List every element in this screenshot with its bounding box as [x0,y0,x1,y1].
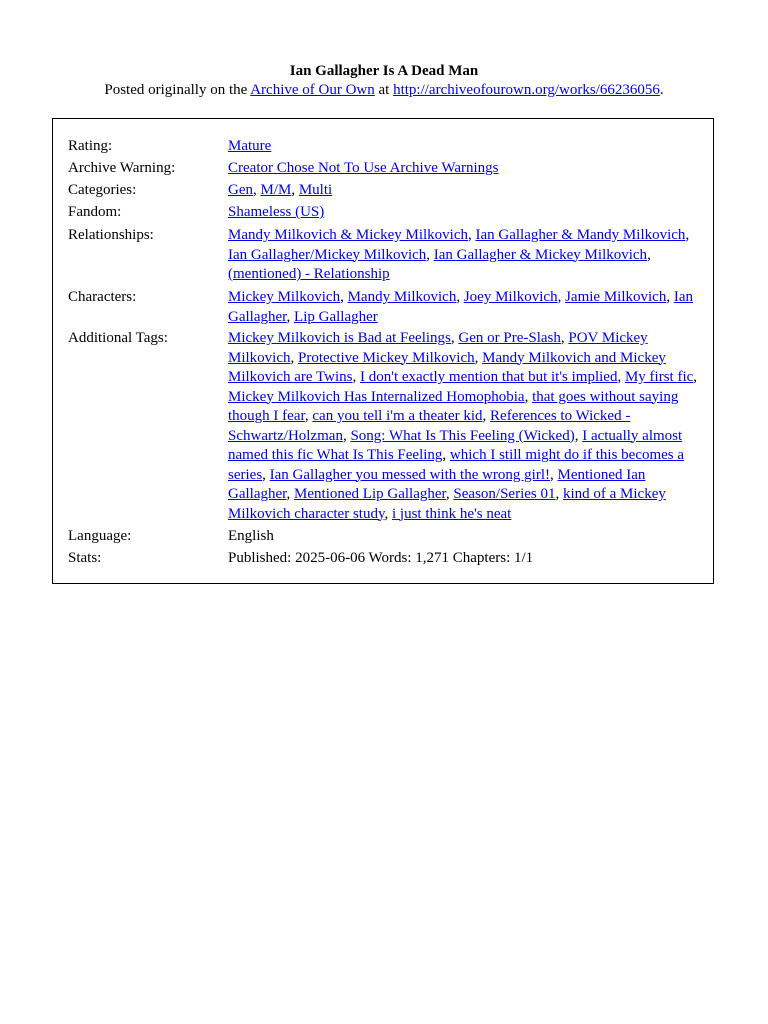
tag-link[interactable]: Shameless (US) [228,204,325,220]
tag-link[interactable]: Ian Gallagher & Mickey Milkovich [433,246,648,263]
fandom-label: Fandom: [68,204,122,220]
characters-label: Characters: [68,289,137,305]
tag-link[interactable]: Mickey Milkovich [228,289,341,305]
posted-prefix: Posted originally on the [104,82,251,98]
tag-link[interactable]: Ian Gallagher you messed with the wrong girl! [269,466,550,483]
tag-link[interactable]: Jamie Milkovich [565,289,667,305]
additional-tags-value: Mickey Milkovich is Bad at Feelings, Gen or Pre-Slash, POV Mickey Milkovich, Protective Mickey Milkovich, Mandy Milkovich and Mickey Milkovich are Twins, I don't exactly mention that but it's implied, My first fic, Mickey Milkovich Has Internalized Homophobia, that goes without saying though I fear, can you tell i'm a theater kid, References to Wicked - Schwartz/Holzman, Song: What Is This Feeling (Wicked), I actually almost named this fic What Is This Feeling, which I still might do if this becomes a series, Ian Gallagher you messed with the wrong girl!, Mentioned Ian Gallagher, Mentioned Lip Gallagher, Season/Series 01, kind of a Mickey Milkovich character study, i just think he's neat [228,330,698,522]
tag-link[interactable]: Multi [298,182,333,198]
tag-link[interactable]: My first fic [624,369,694,385]
tag-link[interactable]: Ian Gallagher & Mandy Milkovich [475,227,686,243]
tag-link[interactable]: I actually almost named this fic What Is This Feeling [228,427,683,463]
tag-link[interactable]: I don't exactly mention that but it's implied [360,369,618,385]
tag-link[interactable]: Mandy Milkovich & Mickey Milkovich [228,227,468,243]
tag-link[interactable]: (mentioned) - Relationship [228,266,390,282]
tag-link[interactable]: Gen or Pre-Slash [458,330,561,346]
fandom-value [228,203,700,223]
tag-link[interactable]: Mickey Milkovich Has Internalized Homophobia [228,388,525,405]
language-label: Language: [68,528,132,544]
tag-link[interactable]: Creator Chose Not To Use Archive Warnings [228,160,499,176]
work-title: Ian Gallagher Is A Dead Man [289,63,479,79]
work-url-link[interactable]: http://archiveofourown.org/works/66236056 [393,82,660,98]
tag-link[interactable]: can you tell i'm a theater kid [312,408,483,424]
categories-value: Gen, M/M, Multi [228,182,333,198]
tag-link[interactable]: that goes without saying though I fear [228,388,679,424]
tag-link[interactable]: Mandy Milkovich and Mickey Milkovich are Twins [228,349,666,385]
warning-value [228,159,700,179]
tag-link[interactable]: Mickey Milkovich is Bad at Feelings [228,330,451,346]
tag-link[interactable]: POV Mickey Milkovich [228,330,648,366]
tag-link[interactable]: Mentioned Ian Gallagher [228,466,646,502]
categories-label: Categories: [68,182,137,198]
tag-link[interactable]: Season/Series 01 [453,486,556,502]
stats-label: Stats: [68,550,102,566]
tag-link[interactable]: Lip Gallagher [294,308,378,325]
tag-link[interactable]: Ian Gallagher [228,289,693,325]
rating-value [228,137,700,157]
posted-line [0,81,768,100]
rating-label: Rating: [68,138,113,154]
tag-link[interactable]: kind of a Mickey Milkovich character study [228,486,666,522]
characters-value: Mickey Milkovich, Mandy Milkovich, Joey Milkovich, Jamie Milkovich, Ian Gallagher, Lip Gallagher [228,289,693,325]
archive-link[interactable]: Archive of Our Own [250,82,375,98]
tag-link[interactable]: Gen [228,182,253,198]
additional-tags-label: Additional Tags: [68,330,168,346]
tag-link[interactable]: Ian Gallagher/Mickey Milkovich [228,246,427,263]
language-value: English [228,528,274,544]
at-text: at [374,82,394,98]
tag-link[interactable]: i just think he's neat [391,505,512,522]
tag-link[interactable]: M/M [260,182,292,198]
tag-link[interactable]: which I still might do if this becomes a series [228,447,685,483]
relationships-value: Mandy Milkovich & Mickey Milkovich, Ian Gallagher & Mandy Milkovich, Ian Gallagher/Mickey Milkovich, Ian Gallagher & Mickey Milkovich, (mentioned) - Relationship [228,227,690,282]
stats-value: Published: 2025-06-06 Words: 1,271 Chapters: 1/1 [228,550,534,566]
tag-link[interactable]: Mentioned Lip Gallagher [294,486,446,502]
period: . [659,82,664,98]
relationships-label: Relationships: [68,227,154,243]
warning-label: Archive Warning: [68,160,176,176]
tag-link[interactable]: Mandy Milkovich [347,289,457,305]
tag-link[interactable]: Joey Milkovich [463,289,558,305]
tag-link[interactable]: References to Wicked - Schwartz/Holzman [228,408,631,444]
work-metadata-box [52,118,714,584]
tag-link[interactable]: Song: What Is This Feeling (Wicked) [350,427,575,444]
tag-link[interactable]: Mature [228,138,272,154]
tag-link[interactable]: Protective Mickey Milkovich [298,349,475,366]
